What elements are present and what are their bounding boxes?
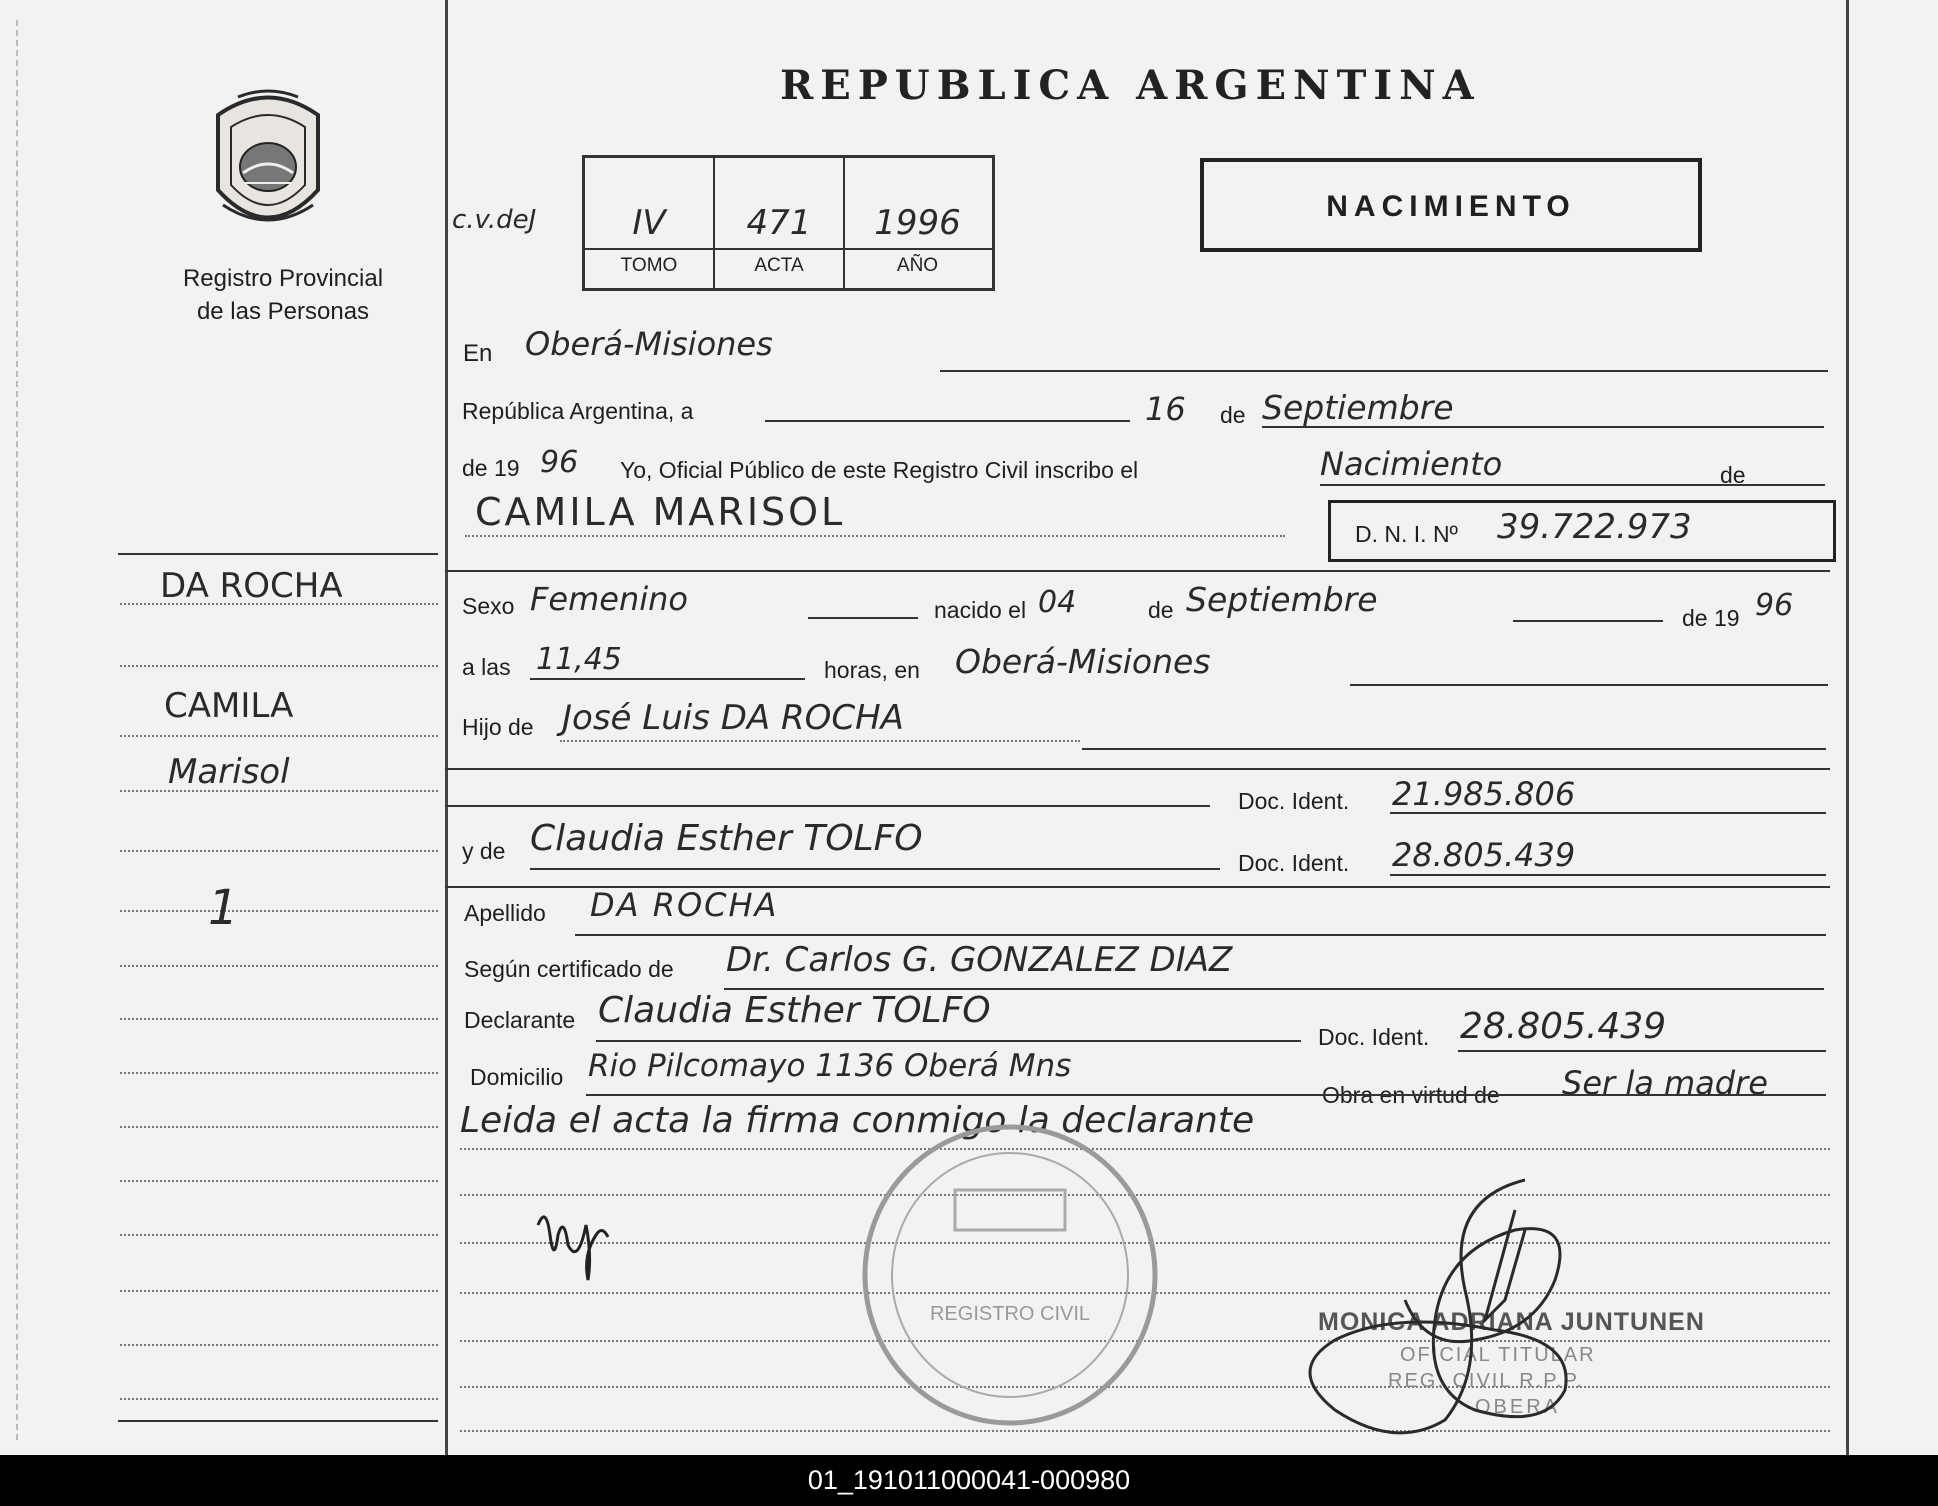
domicilio-label: Domicilio — [470, 1064, 564, 1090]
mother-doc: 28.805.439 — [1392, 836, 1576, 874]
sexo-label: Sexo — [462, 593, 515, 619]
obra-value: Ser la madre — [1562, 1064, 1768, 1102]
official-stamp-name: MONICA ADRIANA JUNTUNEN — [1318, 1308, 1705, 1336]
apellido-value: DA ROCHA — [590, 886, 779, 924]
mother-value: Claudia Esther TOLFO — [530, 818, 923, 859]
birth-year: 96 — [1755, 588, 1794, 623]
record-margin-note: c.v.deJ — [452, 205, 537, 235]
acto-value: Nacimiento — [1320, 445, 1503, 483]
de-label: de — [1220, 402, 1246, 428]
margin-mark: 1 — [208, 880, 239, 936]
registry-name-line2: de las Personas — [196, 298, 370, 325]
doc-type-box — [1200, 158, 1702, 252]
apellido-label: Apellido — [464, 900, 546, 926]
tomo-value: IV — [632, 203, 666, 243]
acta-label: ACTA — [754, 255, 804, 276]
official-stamp-title: OFICIAL TITULAR — [1400, 1344, 1596, 1366]
de-label-3: de — [1148, 597, 1174, 623]
record-box — [582, 155, 995, 291]
round-seal-text: REGISTRO CIVIL — [929, 1303, 1091, 1325]
obra-label: Obra en virtud de — [1322, 1082, 1500, 1108]
left-edge-dashes — [16, 20, 18, 1440]
acta-value: 471 — [746, 203, 812, 243]
tomo-label: TOMO — [620, 255, 678, 276]
birth-year-label: de 19 — [1682, 605, 1740, 631]
domicilio-value: Rio Pilcomayo 1136 Oberá Mns — [588, 1048, 1072, 1084]
dni-label: D. N. I. Nº — [1355, 521, 1458, 547]
segun-label: Según certificado de — [464, 956, 674, 982]
file-id-footer: 01_191011000041-000980 — [0, 1455, 1938, 1506]
province-seal-icon — [203, 85, 333, 243]
year-value: 96 — [540, 445, 579, 480]
birth-day: 04 — [1038, 585, 1077, 620]
column-divider-left — [445, 0, 448, 1455]
birth-month: Septiembre — [1186, 580, 1378, 619]
official-stamp-city: OBERA — [1475, 1396, 1561, 1418]
doc-label-mother: Doc. Ident. — [1238, 850, 1350, 876]
official-initials-signature — [528, 1195, 638, 1285]
official-stamp-office: REG. CIVIL R.P.P. — [1388, 1370, 1584, 1392]
father-value: José Luis DA ROCHA — [562, 698, 904, 738]
registry-name-line1: Registro Provincial — [182, 265, 384, 292]
month-value: Septiembre — [1262, 388, 1454, 427]
y-de-label: y de — [462, 838, 506, 864]
declarante-value: Claudia Esther TOLFO — [598, 990, 991, 1031]
doc-type-label: NACIMIENTO — [1326, 190, 1576, 223]
dni-value: 39.722.973 — [1497, 507, 1692, 547]
oficial-text: Yo, Oficial Público de este Registro Civil inscribo el — [620, 457, 1139, 483]
a-las-label: a las — [462, 654, 511, 680]
round-seal-stamp — [855, 1120, 1165, 1430]
de-label-2: de — [1720, 462, 1746, 488]
doc-label-father: Doc. Ident. — [1238, 788, 1350, 814]
page-title: REPUBLICA ARGENTINA — [780, 62, 1481, 109]
ano-value: 1996 — [874, 203, 961, 243]
father-doc: 21.985.806 — [1392, 775, 1576, 813]
declarante-label: Declarante — [464, 1007, 576, 1033]
horas-label: horas, en — [824, 657, 920, 683]
margin-second-name: Marisol — [168, 752, 290, 792]
registered-name: CAMILA MARISOL — [475, 490, 846, 534]
rep-label: República Argentina, a — [462, 398, 694, 424]
hora-value: 11,45 — [536, 642, 622, 677]
official-signature — [1275, 1170, 1605, 1450]
en-value: Oberá-Misiones — [525, 325, 773, 363]
day-value: 16 — [1145, 390, 1186, 428]
doc-label-decl: Doc. Ident. — [1318, 1024, 1430, 1050]
year-label: de 19 — [462, 455, 520, 481]
closing-text: Leida el acta la firma conmigo la declarante — [460, 1100, 1255, 1141]
margin-first-name: CAMILA — [164, 686, 294, 726]
margin-surname: DA ROCHA — [160, 566, 343, 606]
dni-box — [1328, 500, 1836, 562]
en-label: En — [463, 340, 493, 367]
doctor-value: Dr. Carlos G. GONZALEZ DIAZ — [726, 940, 1233, 980]
decl-doc: 28.805.439 — [1460, 1006, 1667, 1047]
hijo-label: Hijo de — [462, 714, 534, 740]
column-divider-right — [1846, 0, 1849, 1455]
birth-place: Oberá-Misiones — [955, 642, 1211, 681]
nacido-label: nacido el — [934, 597, 1027, 623]
sexo-value: Femenino — [530, 580, 688, 618]
ano-label: AÑO — [896, 255, 939, 276]
